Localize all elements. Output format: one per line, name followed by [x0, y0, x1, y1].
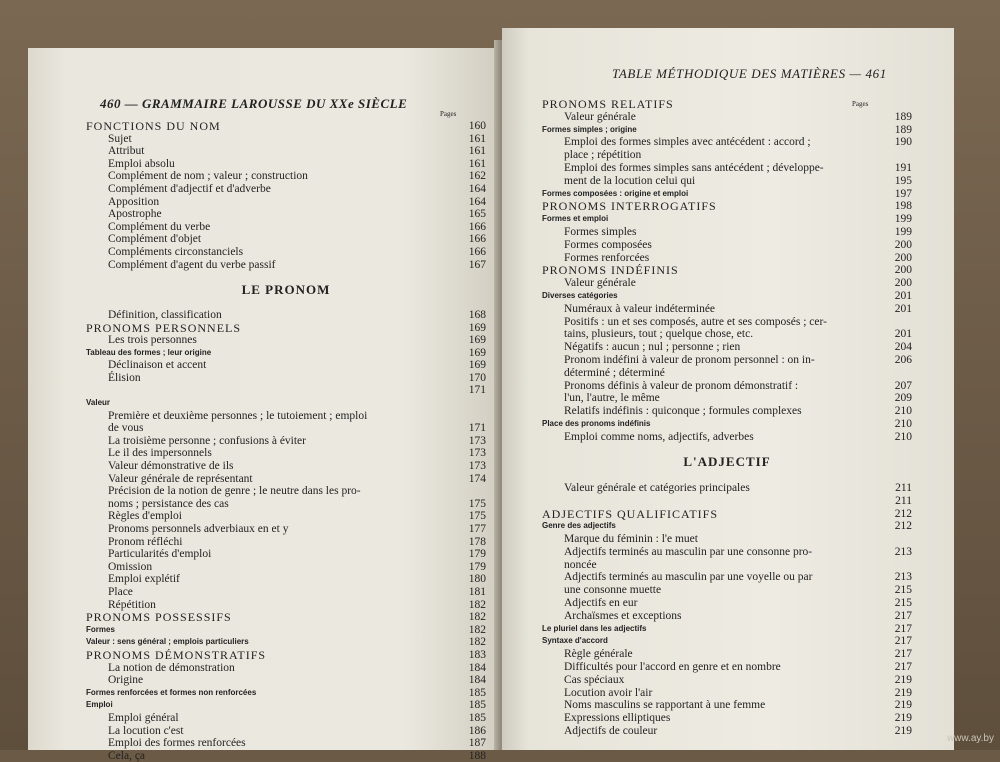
toc-page-number: 178 [468, 535, 486, 548]
toc-entry-text: Locution avoir l'air [564, 686, 653, 699]
toc-row [86, 586, 486, 599]
toc-entry-text: La locution c'est [108, 724, 184, 737]
toc-page-number: 161 [468, 132, 486, 145]
toc-page-number: 210 [894, 417, 912, 430]
toc-row [542, 341, 912, 354]
toc-row [542, 98, 912, 111]
toc-entry-text: Formes et emploi [542, 214, 609, 224]
toc-page-number: 185 [468, 699, 486, 712]
toc-row [542, 687, 912, 700]
toc-row [542, 533, 912, 546]
toc-row [542, 495, 912, 508]
toc-entry-text: PRONOMS RELATIFS [542, 97, 674, 111]
toc-page-number: 173 [468, 434, 486, 447]
toc-row [542, 277, 912, 290]
toc-entry-text: Formes renforcées [564, 251, 650, 264]
toc-row [542, 111, 912, 124]
toc-entry-text: Emploi explétif [108, 573, 180, 586]
toc-row [542, 392, 912, 405]
toc-entry-text: Diverses catégories [542, 290, 618, 300]
toc-page-number: 175 [468, 510, 486, 523]
toc-page-number: 160 [468, 120, 486, 132]
toc-entry-text: Formes composées [564, 238, 652, 251]
toc-entry-text: noncée [564, 558, 597, 571]
toc-entry-text: Compléments circonstanciels [108, 245, 244, 258]
toc-page-number: 199 [894, 213, 912, 226]
right-page-header: TABLE MÉTHODIQUE DES MATIÈRES — 461 [612, 66, 887, 81]
toc-row [542, 264, 912, 277]
toc-row [542, 635, 912, 648]
toc-row [542, 469, 912, 482]
toc-row [542, 623, 912, 636]
toc-page-number: 179 [468, 548, 486, 561]
toc-row [86, 737, 486, 750]
toc-page-number: 189 [894, 123, 912, 136]
toc-page-number: 190 [894, 136, 912, 149]
toc-page-number: 219 [894, 686, 912, 699]
toc-entry-text: Particularités d'emploi [108, 548, 212, 561]
toc-row [86, 699, 486, 712]
toc-entry-text: Règle générale [564, 648, 633, 661]
toc-row [542, 674, 912, 687]
toc-page-number: 199 [894, 225, 912, 238]
toc-entry-text: Complément d'adjectif et d'adverbe [108, 182, 271, 195]
toc-row [86, 347, 486, 360]
toc-row [86, 221, 486, 234]
toc-page-number: 191 [894, 161, 912, 174]
toc-row [86, 422, 486, 435]
toc-page-number: 185 [468, 686, 486, 699]
toc-entry-text: PRONOMS POSSESSIFS [86, 610, 232, 625]
toc-row [86, 548, 486, 561]
toc-entry-text: Le pluriel dans les adjectifs [542, 623, 647, 633]
toc-page-number: 180 [468, 573, 486, 586]
toc-entry-text: PRONOMS PERSONNELS [86, 320, 242, 335]
toc-entry-text: Emploi des formes renforcées [108, 737, 246, 750]
toc-entry-text: Complément d'objet [108, 233, 202, 246]
toc-entry-text: Tableau des formes ; leur origine [86, 347, 212, 357]
toc-row [86, 750, 486, 762]
toc-row [542, 380, 912, 393]
toc-page-number: 207 [894, 379, 912, 392]
toc-entry-text: Complément de nom ; valeur ; construction [108, 170, 308, 183]
toc-entry-text: Déclinaison et accent [108, 359, 207, 372]
toc-entry-text: Sujet [108, 132, 132, 145]
toc-entry-text: LE PRONOM [241, 281, 331, 297]
toc-entry-text: Apostrophe [108, 208, 162, 221]
toc-entry-text: tains, plusieurs, tout ; quelque chose, etc. [564, 328, 754, 341]
toc-row [86, 233, 486, 246]
toc-entry-text: Valeur générale et catégories principales [564, 481, 750, 494]
toc-page-number: 211 [895, 481, 912, 494]
toc-row [542, 661, 912, 674]
toc-row [86, 120, 486, 133]
toc-entry-text: Positifs : un et ses composés, autre et ses composés ; cer- [564, 315, 827, 328]
toc-entry-text: Numéraux à valeur indéterminée [564, 302, 716, 315]
toc-row [86, 712, 486, 725]
toc-row [86, 334, 486, 347]
toc-row [542, 124, 912, 137]
toc-page-number: 200 [894, 264, 912, 277]
left-page-header: 460 — GRAMMAIRE LAROUSSE DU XXe SIÈCLE [100, 96, 408, 111]
toc-row [542, 226, 912, 239]
toc-entry-text: Cela, ça [108, 749, 146, 762]
toc-page-number: 204 [894, 341, 912, 354]
toc-page-number: 212 [894, 520, 912, 533]
toc-page-number: 219 [894, 673, 912, 686]
toc-entry-text: La troisième personne ; confusions à éviter [108, 434, 306, 447]
toc-row [542, 175, 912, 188]
left-pages-label: Pages [440, 110, 457, 118]
toc-entry-text: Syntaxe d'accord [542, 636, 608, 646]
toc-row [542, 328, 912, 341]
toc-row [86, 611, 486, 624]
toc-row [86, 510, 486, 523]
toc-page-number: 173 [468, 460, 486, 473]
toc-row [542, 418, 912, 431]
toc-entry-text: déterminé ; déterminé [564, 366, 665, 379]
toc-row [86, 662, 486, 675]
toc-entry-text: Pronoms définis à valeur de pronom démonstratif : [564, 379, 799, 392]
toc-entry-text: La notion de démonstration [108, 661, 235, 674]
toc-entry-text: Valeur générale [564, 110, 636, 123]
toc-row [86, 397, 486, 410]
toc-page-number: 164 [468, 182, 486, 195]
toc-row [86, 322, 486, 335]
toc-entry-text: Élision [108, 371, 141, 384]
toc-row [542, 456, 912, 469]
toc-entry-text: Formes [86, 624, 115, 634]
toc-entry-text: Formes composées : origine et emploi [542, 188, 689, 198]
toc-page-number: 175 [468, 497, 486, 510]
toc-page-number: 195 [894, 174, 912, 187]
toc-row [86, 246, 486, 259]
toc-row [542, 520, 912, 533]
toc-page-number: 161 [468, 145, 486, 158]
toc-page-number: 219 [894, 712, 912, 725]
toc-page-number: 181 [468, 585, 486, 598]
toc-row [542, 213, 912, 226]
toc-entry-text: Adjectifs terminés au masculin par une consonne pro- [564, 545, 813, 558]
toc-page-number: 213 [894, 571, 912, 584]
toc-page-number: 187 [468, 737, 486, 750]
toc-row [542, 316, 912, 329]
toc-page-number: 182 [468, 611, 486, 624]
toc-entry-text: Pronom indéfini à valeur de pronom personnel : on in- [564, 353, 815, 366]
toc-entry-text: Le il des impersonnels [108, 447, 212, 460]
toc-entry-text: Valeur démonstrative de ils [108, 460, 234, 473]
toc-row [542, 303, 912, 316]
right-toc [542, 98, 912, 738]
toc-entry-text: Adjectifs en eur [564, 597, 638, 610]
toc-page-number: 201 [894, 328, 912, 341]
toc-row [542, 508, 912, 521]
toc-page-number: 200 [894, 251, 912, 264]
toc-entry-text: place ; répétition [564, 149, 642, 162]
toc-page-number: 184 [468, 674, 486, 687]
toc-row [86, 208, 486, 221]
toc-page-number: 167 [468, 258, 486, 271]
toc-row [542, 239, 912, 252]
toc-row [542, 571, 912, 584]
toc-row [86, 410, 486, 423]
toc-page-number: 171 [468, 384, 486, 397]
toc-entry-text: Place [108, 585, 133, 598]
toc-entry-text: Adjectifs de couleur [564, 725, 658, 738]
toc-page-number: 217 [894, 635, 912, 648]
toc-entry-text: Les trois personnes [108, 334, 197, 347]
toc-row [86, 624, 486, 637]
toc-entry-text: Emploi comme noms, adjectifs, adverbes [564, 430, 754, 443]
toc-page-number: 182 [468, 623, 486, 636]
toc-page-number: 182 [468, 598, 486, 611]
toc-entry-text: Définition, classification [108, 308, 222, 321]
toc-row [86, 196, 486, 209]
toc-row [542, 354, 912, 367]
toc-page-number: 166 [468, 220, 486, 233]
toc-entry-text: Emploi des formes simples avec antécédent : accord ; [564, 136, 811, 149]
toc-row [86, 259, 486, 272]
toc-page-number: 169 [468, 359, 486, 372]
toc-entry-text: Marque du féminin : l'e muet [564, 533, 698, 546]
toc-page-number: 165 [468, 208, 486, 221]
toc-page-number: 173 [468, 447, 486, 460]
right-page [502, 28, 954, 750]
toc-row [86, 725, 486, 738]
toc-row [86, 674, 486, 687]
toc-entry-text: Adjectifs terminés au masculin par une voyelle ou par [564, 571, 813, 584]
toc-row [86, 649, 486, 662]
toc-row [86, 447, 486, 460]
toc-page-number: 184 [468, 661, 486, 674]
toc-page-number: 188 [468, 749, 486, 762]
toc-row [86, 145, 486, 158]
toc-entry-text: Emploi absolu [108, 157, 175, 170]
toc-page-number: 183 [468, 648, 486, 661]
toc-row [86, 687, 486, 700]
toc-row [86, 309, 486, 322]
toc-page-number: 200 [894, 238, 912, 251]
toc-row [542, 405, 912, 418]
toc-row [542, 367, 912, 380]
toc-entry-text: ADJECTIFS QUALIFICATIFS [542, 506, 719, 521]
toc-entry-text: noms ; persistance des cas [108, 497, 229, 510]
toc-row [86, 460, 486, 473]
toc-page-number: 169 [468, 321, 486, 334]
toc-entry-text: FONCTIONS DU NOM [86, 119, 221, 133]
toc-entry-text: Règles d'emploi [108, 510, 182, 523]
toc-entry-text: Archaïsmes et exceptions [564, 609, 682, 622]
toc-entry-text: Noms masculins se rapportant à une femme [564, 699, 766, 712]
toc-page-number: 200 [894, 277, 912, 290]
toc-page-number: 171 [468, 422, 486, 435]
toc-page-number: 177 [468, 523, 486, 535]
toc-entry-text: Valeur : sens général ; emplois particuliers [86, 637, 249, 647]
left-toc [86, 120, 486, 762]
toc-page-number: 210 [894, 430, 912, 443]
toc-row [542, 699, 912, 712]
toc-row [542, 584, 912, 597]
toc-entry-text: PRONOMS DÉMONSTRATIFS [86, 647, 267, 662]
toc-entry-text: Place des pronoms indéfinis [542, 418, 651, 428]
toc-page-number: 179 [468, 560, 486, 573]
toc-entry-text: L'ADJECTIF [683, 454, 771, 470]
toc-entry-text: de vous [108, 422, 144, 435]
toc-entry-text: Attribut [108, 145, 145, 158]
toc-page-number: 201 [894, 289, 912, 302]
toc-row [542, 200, 912, 213]
toc-page-number: 219 [894, 725, 912, 738]
toc-page-number: 185 [468, 711, 486, 724]
toc-entry-text: Formes simples ; origine [542, 124, 637, 134]
toc-row [86, 523, 486, 536]
toc-entry-text: Emploi des formes simples sans antécédent ; développe- [564, 161, 824, 174]
toc-row [542, 149, 912, 162]
toc-entry-text: Complément du verbe [108, 220, 211, 233]
watermark: www.ay.by [946, 733, 994, 744]
toc-row [542, 610, 912, 623]
toc-row [542, 725, 912, 738]
toc-entry-text: Emploi [86, 700, 113, 710]
toc-row [86, 485, 486, 498]
toc-entry-text: Formes simples [564, 225, 637, 238]
toc-page-number: 219 [894, 699, 912, 712]
toc-entry-text: Difficultés pour l'accord en genre et en nombre [564, 661, 781, 674]
toc-entry-text: Omission [108, 560, 153, 573]
toc-page-number: 212 [894, 507, 912, 520]
toc-page-number: 189 [894, 110, 912, 123]
toc-row [86, 183, 486, 196]
toc-entry-text: Négatifs : aucun ; nul ; personne ; rien [564, 341, 741, 354]
toc-row [86, 133, 486, 146]
toc-entry-text: une consonne muette [564, 584, 662, 597]
toc-row [86, 498, 486, 511]
toc-page-number: 198 [894, 200, 912, 213]
toc-page-number: 169 [468, 334, 486, 347]
toc-page-number: 182 [468, 636, 486, 649]
toc-row [542, 648, 912, 661]
toc-page-number: 201 [894, 302, 912, 315]
toc-entry-text: Valeur générale de représentant [108, 472, 253, 485]
toc-row [86, 281, 486, 297]
toc-page-number: 169 [468, 346, 486, 359]
toc-row [86, 573, 486, 586]
toc-entry-text: ment de la locution celui qui [564, 174, 696, 187]
toc-page-number: 206 [894, 353, 912, 366]
toc-row [86, 296, 486, 309]
toc-row [86, 384, 486, 397]
toc-row [86, 435, 486, 448]
toc-row [86, 372, 486, 385]
toc-entry-text: Valeur [86, 398, 111, 408]
toc-row [86, 561, 486, 574]
toc-entry-text: Emploi général [108, 711, 179, 724]
toc-page-number: 168 [468, 308, 486, 321]
toc-entry-text: Complément d'agent du verbe passif [108, 258, 276, 271]
toc-page-number: 162 [468, 170, 486, 183]
toc-page-number: 170 [468, 371, 486, 384]
toc-page-number: 166 [468, 233, 486, 246]
toc-page-number: 211 [895, 494, 912, 507]
toc-row [542, 482, 912, 495]
toc-page-number: 186 [468, 724, 486, 737]
toc-page-number: 217 [894, 648, 912, 661]
toc-page-number: 215 [894, 584, 912, 597]
toc-page-number: 217 [894, 622, 912, 635]
toc-row [542, 431, 912, 444]
toc-row [542, 546, 912, 559]
toc-entry-text: PRONOMS INDÉFINIS [542, 263, 679, 278]
toc-page-number: 209 [894, 392, 912, 405]
toc-page-number: 217 [894, 661, 912, 674]
left-page [28, 48, 498, 762]
toc-row [86, 536, 486, 549]
toc-entry-text: Répétition [108, 598, 156, 611]
toc-page-number: 217 [894, 609, 912, 622]
toc-row [86, 158, 486, 171]
toc-entry-text: Pronoms personnels adverbiaux en et y [108, 523, 289, 535]
toc-page-number: 197 [894, 187, 912, 200]
toc-entry-text: Formes renforcées et formes non renforcées [86, 687, 257, 697]
toc-row [542, 136, 912, 149]
toc-entry-text: Cas spéciaux [564, 673, 625, 686]
toc-row [542, 290, 912, 303]
toc-page-number: 210 [894, 405, 912, 418]
toc-row [542, 712, 912, 725]
toc-entry-text: Expressions elliptiques [564, 712, 671, 725]
toc-page-number: 164 [468, 195, 486, 208]
toc-row [86, 359, 486, 372]
toc-entry-text: Genre des adjectifs [542, 521, 616, 531]
toc-entry-text: l'un, l'autre, le même [564, 392, 660, 405]
toc-row [86, 170, 486, 183]
toc-entry-text: Origine [108, 674, 144, 687]
toc-page-number: 174 [468, 472, 486, 485]
toc-entry-text: PRONOMS INTERROGATIFS [542, 199, 717, 214]
toc-row [542, 597, 912, 610]
right-pages-label: Pages [852, 100, 869, 108]
toc-page-number: 166 [468, 245, 486, 258]
toc-entry-text: Valeur générale [564, 277, 636, 290]
toc-page-number: 215 [894, 597, 912, 610]
toc-row [86, 473, 486, 486]
toc-entry-text: Apposition [108, 195, 160, 208]
toc-page-number: 213 [894, 545, 912, 558]
toc-page-number: 161 [468, 157, 486, 170]
toc-row [542, 559, 912, 572]
toc-row [542, 162, 912, 175]
toc-entry-text: Première et deuxième personnes ; le tutoiement ; emploi [108, 409, 368, 422]
toc-entry-text: Relatifs indéfinis : quiconque ; formules complexes [564, 405, 802, 418]
toc-entry-text: Pronom réfléchi [108, 535, 183, 548]
toc-entry-text: Précision de la notion de genre ; le neutre dans les pro- [108, 485, 361, 498]
